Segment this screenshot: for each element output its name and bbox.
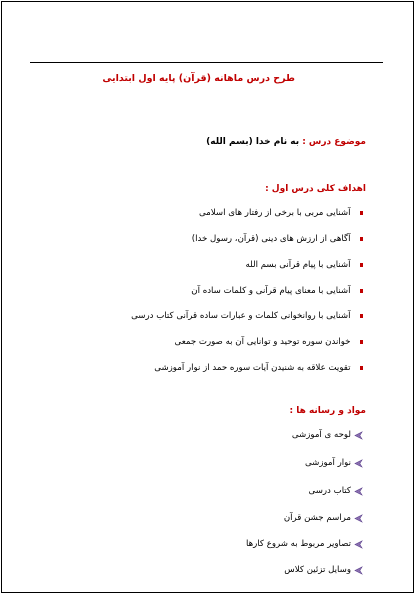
arrow-bullet-icon (354, 431, 363, 440)
lesson-subject (206, 137, 366, 147)
list-item: وسایل تزئین کلاس (284, 565, 363, 575)
red-square-bullet-icon (360, 289, 364, 293)
list-item: آشنایی مربی با برخی از رفتار های اسلامی (199, 208, 363, 218)
list-item: لوحه ی آموزشی (292, 430, 363, 440)
list-item: تصاویر مربوط به شروع کارها (246, 539, 363, 549)
red-square-bullet-icon (360, 366, 364, 370)
list-item: آگاهی از ارزش های دینی (قرآن، رسول خدا) (192, 234, 363, 244)
document-title: طرح درس ماهانه (قرآن) پایه اول ابتدایی (102, 73, 295, 84)
list-item: نوار آموزشی (305, 458, 363, 468)
arrow-bullet-icon (354, 540, 363, 549)
list-item: آشنایی با پیام قرآنی بسم الله (246, 260, 363, 270)
red-square-bullet-icon (360, 340, 364, 344)
lesson-subject-value: به نام خدا (بسم الله) (206, 137, 303, 147)
top-rule (30, 62, 383, 63)
list-item: کتاب درسی (309, 486, 363, 496)
arrow-bullet-icon (354, 487, 363, 496)
arrow-bullet-icon (354, 459, 363, 468)
list-item: آشنایی با معنای پیام قرآنی و کلمات ساده آن (191, 286, 363, 296)
lesson-subject-label: موضوع درس : (302, 137, 366, 147)
red-square-bullet-icon (360, 314, 364, 318)
red-square-bullet-icon (360, 211, 364, 215)
goals-heading: اهداف کلی درس اول : (265, 184, 366, 194)
document-page (1, 1, 414, 593)
list-item: خواندن سوره توحید و توانایی آن به صورت جمعی (175, 337, 363, 347)
materials-heading: مواد و رسانه ها : (289, 406, 366, 416)
list-item: آشنایی با روانخوانی کلمات و عبارات ساده قرآنی کتاب درسی (131, 311, 363, 321)
list-item: مراسم جشن قرآن (284, 513, 363, 523)
arrow-bullet-icon (354, 514, 363, 523)
list-item: تقویت علاقه به شنیدن آیات سوره حمد از نوار آموزشی (154, 363, 363, 373)
red-square-bullet-icon (360, 237, 364, 241)
arrow-bullet-icon (354, 566, 363, 575)
red-square-bullet-icon (360, 263, 364, 267)
